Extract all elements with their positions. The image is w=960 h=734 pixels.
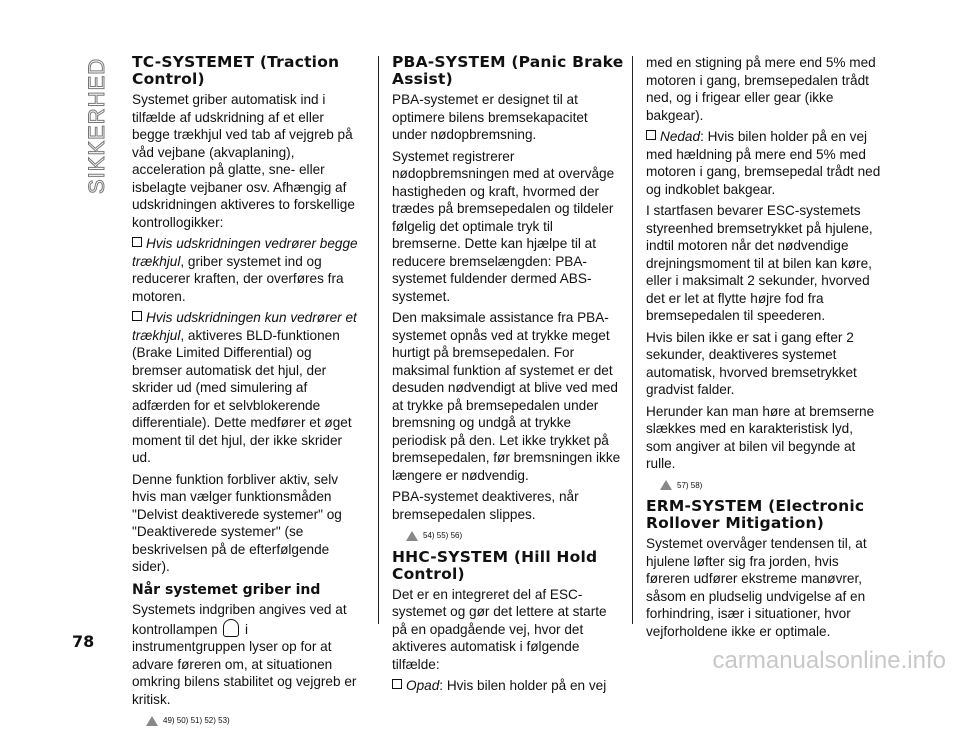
hhc-paragraph-3: Hvis bilen ikke er sat i gang efter 2 sekunder, deaktiveres systemet automatisk, hvorved bremsetrykket gradvist falder. bbox=[646, 329, 857, 397]
warning-lamp-icon bbox=[223, 619, 239, 637]
checkbox-icon bbox=[392, 679, 402, 689]
tc-bullet-2: Hvis udskridningen kun vedrører et trækhjul, aktiveres BLD-funktionen (Brake Limited Differential) og bremser automatisk det hjul, der skrider ud (med simulering af adfærden for et selvblokerende differentiale). Dette medfører et øget moment til det hjul, der ikke skrider ud. bbox=[132, 310, 357, 465]
tc-paragraph-3: Systemets indgriben angives ved at kontrollampen i instrumentgruppen lyser op for at advare føreren om, at situationen omkring bilens stabilitet og vejgreb er kritisk. bbox=[132, 602, 357, 707]
column-divider bbox=[632, 56, 633, 624]
erm-heading: ERM-SYSTEM (Electronic Rollover Mitigation) bbox=[646, 497, 865, 532]
column-1 bbox=[132, 54, 364, 734]
hhc-paragraph-2: I startfasen bevarer ESC-systemets styreenhed bremsetrykket på hjulene, indtil motoren når det nødvendige drejningsmoment til at bilen kan køre, eller i maksimalt 2 sekunder, hvorved det er let at flytte højre fod fra bremsepedalen til speederen. bbox=[646, 203, 873, 323]
hhc-paragraph: Det er en integreret del af ESC-systemet og gør det lettere at starte på en opadgående vej, hvor det aktiveres automatisk i følgende tilfælde: bbox=[392, 586, 607, 672]
warning-triangle-icon bbox=[406, 531, 418, 541]
warning-refs: 49) 50) 51) 52) 53) bbox=[146, 712, 364, 730]
page-number: 78 bbox=[72, 632, 95, 651]
hhc-bullet-1: Opad: Hvis bilen holder på en vej bbox=[392, 677, 624, 695]
section-tab-label: SIKKERHED bbox=[84, 57, 109, 194]
tc-subheading: Når systemet griber ind bbox=[132, 581, 321, 598]
warning-refs: 54) 55) 56) bbox=[406, 527, 624, 545]
warning-refs: 57) 58) bbox=[660, 477, 882, 495]
tc-paragraph-2: Denne funktion forbliver aktiv, selv hvis man vælger funktionsmåden "Delvist deaktiverede systemer" og "Deaktiverede systemer" (se beskrivelsen på de efterfølgende sider). bbox=[132, 471, 342, 574]
pba-paragraph-4: PBA-systemet deaktiveres, når bremsepedalen slippes. bbox=[392, 489, 579, 522]
tc-intro: Systemet griber automatisk ind i tilfælde af udskridning af et eller begge trækhjul ved tab af vejgreb på våd vejbane (akvaplaning), acceleration på glatte, sne- eller isbelagte vejbaner osv. Afhængig af udskridningen aktiveres to forskellige kontrollogikker: bbox=[132, 92, 355, 230]
hhc-heading: HHC-SYSTEM (Hill Hold Control) bbox=[392, 547, 598, 583]
warning-triangle-icon bbox=[146, 716, 158, 726]
hhc-paragraph-4: Herunder kan man høre at bremserne slækkes med en karakteristisk lyd, som angiver at bilen vil begynde at rulle. bbox=[646, 403, 875, 471]
pba-heading: PBA-SYSTEM (Panic Brake Assist) bbox=[392, 53, 624, 88]
erm-paragraph: Systemet overvåger tendensen til, at hjulene løfter sig fra jorden, hvis føreren udfører ekstreme manøvrer, såsom en pludselig undvigelse af en forhindring, især i situationer, hvor vejforholdene ikke er optimale. bbox=[646, 536, 867, 639]
watermark: carmanualsonline.info bbox=[712, 647, 946, 674]
tc-bullet-1: Hvis udskridningen vedrører begge trækhjul, griber systemet ind og reducerer kraften, der overføres fra motoren. bbox=[132, 236, 358, 304]
column-divider bbox=[378, 56, 379, 624]
hhc-continued: med en stigning på mere end 5% med motoren i gang, bremsepedalen trådt ned, og i frigear eller gear (ikke bakgear). bbox=[646, 55, 876, 123]
pba-paragraph-2: Systemet registrerer nødopbremsningen med at overvåge hastigheden og kraft, hvormed der trædes på bremsepedalen og tildeler følgelig det optimale tryk til bremserne. Dette kan hjælpe til at reducere bremselængden: PBA-systemet fuldender dermed ABS-systemet. bbox=[392, 148, 615, 304]
tc-heading: TC-SYSTEMET (Traction Control) bbox=[132, 53, 340, 88]
pba-paragraph-3: Den maksimale assistance fra PBA-systemet opnås ved at trykke meget hurtigt på bremsepedalen. For maksimal funktion af systemet er det desuden nødvendigt at blive ved med at trykke på bremsepedalen under bremsning og undgå at trykke periodisk på den. Let ikke trykket på bremsepedalen, før bremsningen ikke længere er nødvendig. bbox=[392, 310, 621, 483]
warning-triangle-icon bbox=[660, 480, 672, 490]
hhc-bullet-2: Nedad: Hvis bilen holder på en vej med hældning på mere end 5% med motoren i gang, bremsepedal trådt ned og indkoblet bakgear. bbox=[646, 129, 881, 197]
checkbox-icon bbox=[646, 130, 656, 140]
checkbox-icon bbox=[132, 311, 142, 321]
column-2 bbox=[392, 54, 624, 699]
section-tab bbox=[84, 48, 110, 194]
checkbox-icon bbox=[132, 237, 142, 247]
pba-paragraph-1: PBA-systemet er designet til at optimere bilens bremsekapacitet under nødopbremsning. bbox=[392, 92, 588, 142]
column-3 bbox=[646, 54, 882, 644]
